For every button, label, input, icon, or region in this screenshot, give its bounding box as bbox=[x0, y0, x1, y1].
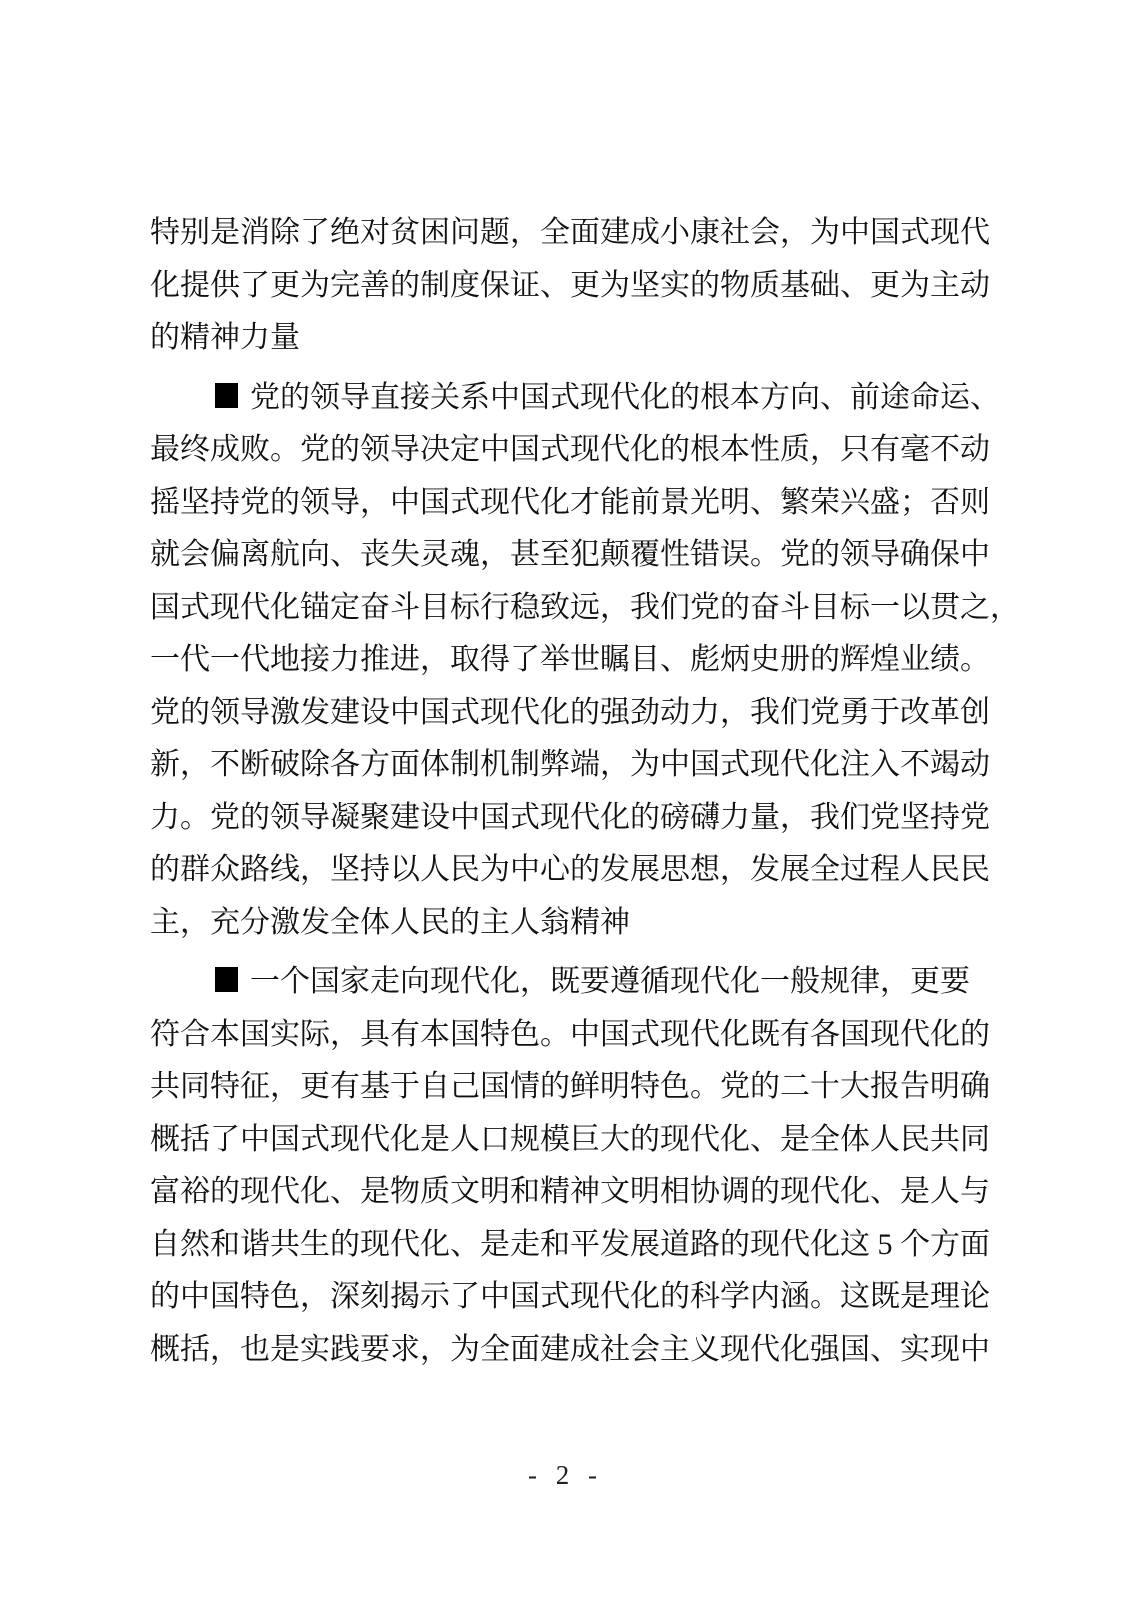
text-line: 概括了中国式现代化是人口规模巨大的现代化、是全体人民共同 bbox=[150, 1122, 990, 1156]
text-line: 自然和谐共生的现代化、是走和平发展道路的现代化这 5 个方面 bbox=[150, 1227, 990, 1261]
paragraph bbox=[150, 956, 990, 1376]
paragraph bbox=[150, 372, 1020, 950]
page-number: - 2 - bbox=[528, 1460, 603, 1490]
text-line: 的中国特色，深刻揭示了中国式现代化的科学内涵。这既是理论 bbox=[150, 1280, 990, 1313]
text-line: 主，充分激发全体人民的主人翁精神 bbox=[150, 905, 630, 939]
text-line: 化提供了更为完善的制度保证、更为坚实的物质基础、更为主动 bbox=[150, 268, 990, 302]
text-line: 党的领导直接关系中国式现代化的根本方向、前途命运、 bbox=[150, 372, 990, 425]
text-line: 党的领导激发建设中国式现代化的强劲动力，我们党勇于改革创 bbox=[150, 695, 990, 729]
text-line: 特别是消除了绝对贫困问题，全面建成小康社会，为中国式现代 bbox=[150, 216, 990, 249]
text-line: 就会偏离航向、丧失灵魂，甚至犯颠覆性错误。党的领导确保中 bbox=[150, 538, 990, 571]
text-line: 国式现代化锚定奋斗目标行稳致远，我们党的奋斗目标一以贯之， bbox=[150, 590, 1020, 624]
text-line: 摇坚持党的领导，中国式现代化才能前景光明、繁荣兴盛；否则 bbox=[150, 485, 990, 519]
text-line: 概括，也是实践要求，为全面建成社会主义现代化强国、实现中 bbox=[150, 1332, 990, 1366]
text-line: 共同特征，更有基于自己国情的鲜明特色。党的二十大报告明确 bbox=[150, 1070, 990, 1103]
text-line: 符合本国实际，具有本国特色。中国式现代化既有各国现代化的 bbox=[150, 1017, 990, 1051]
text-line: 力。党的领导凝聚建设中国式现代化的磅礴力量，我们党坚持党 bbox=[150, 800, 990, 834]
text-line: 的精神力量 bbox=[150, 321, 300, 354]
bullet-square-icon bbox=[215, 383, 238, 408]
bullet-square-icon bbox=[215, 967, 238, 992]
text-line: 最终成败。党的领导决定中国式现代化的根本性质，只有毫不动 bbox=[150, 433, 990, 466]
text-line: 一个国家走向现代化，既要遵循现代化一般规律，更要 bbox=[150, 956, 990, 1009]
text-line: 一代一代地接力推进，取得了举世瞩目、彪炳史册的辉煌业绩。 bbox=[150, 643, 990, 676]
text-line: 富裕的现代化、是物质文明和精神文明相协调的现代化、是人与 bbox=[150, 1175, 990, 1208]
text-line: 的群众路线，坚持以人民为中心的发展思想，发展全过程人民民 bbox=[150, 853, 990, 886]
paragraph bbox=[150, 207, 990, 365]
document-body bbox=[150, 207, 1020, 1376]
text-line: 新，不断破除各方面体制机制弊端，为中国式现代化注入不竭动 bbox=[150, 748, 990, 781]
